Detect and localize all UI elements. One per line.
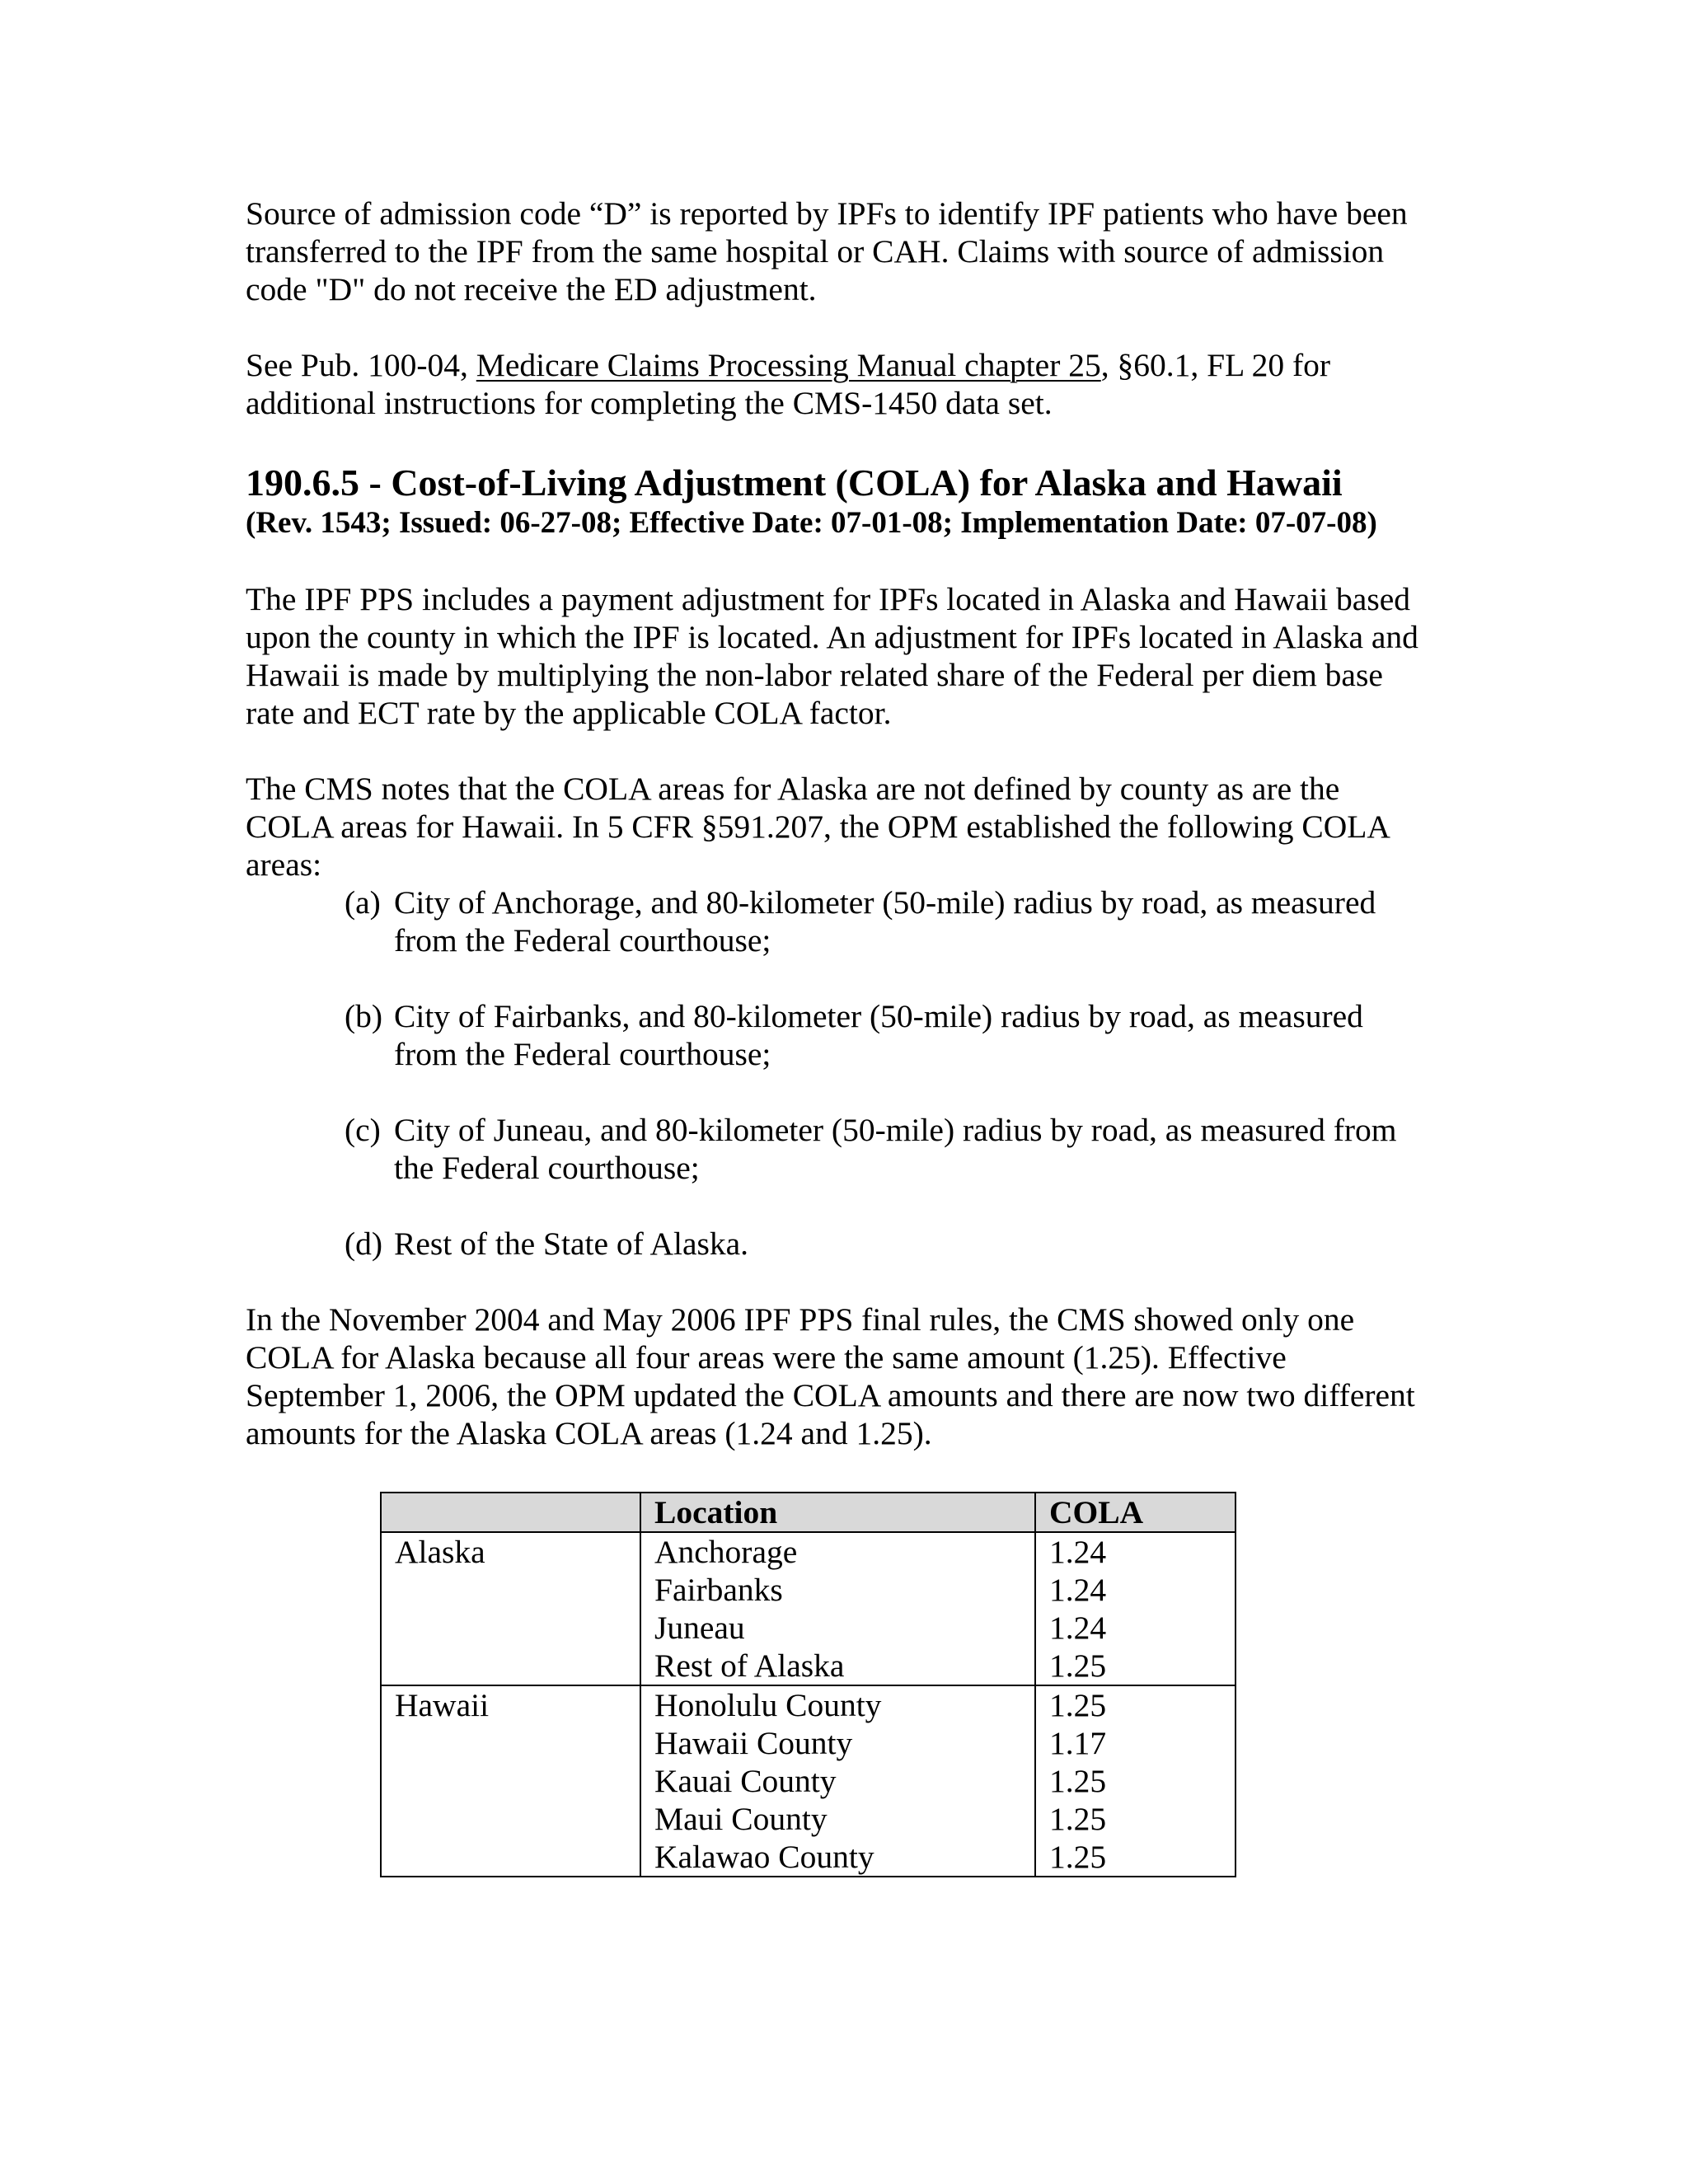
cola-value: 1.25: [1049, 1647, 1107, 1684]
list-item-text: City of Fairbanks, and 80-kilometer (50-mile) radius by road, as measured from the Federal courthouse;: [394, 998, 1363, 1072]
location-value: Kauai County: [654, 1763, 837, 1799]
list-item: [345, 997, 1432, 1073]
location-value: Honolulu County: [654, 1687, 882, 1723]
list-marker: (a): [345, 884, 381, 921]
manual-reference-link[interactable]: Medicare Claims Processing Manual chapter 25: [476, 347, 1101, 383]
list-item-text: Rest of the State of Alaska.: [394, 1226, 749, 1262]
cola-value: 1.25: [1049, 1687, 1107, 1723]
table-row-alaska: [381, 1532, 1236, 1685]
header-cola: COLA: [1035, 1493, 1236, 1532]
state-cell: Alaska: [381, 1532, 640, 1685]
state-cell: Hawaii: [381, 1685, 640, 1877]
paragraph-source-of-admission: Source of admission code “D” is reported by IPFs to identify IPF patients who have been transferred to the IPF from the same hospital or CAH. Claims with source of admission code "D" do not receive the ED adjustment.: [246, 195, 1408, 307]
cola-value: 1.24: [1049, 1610, 1107, 1646]
header-location: Location: [640, 1493, 1035, 1532]
cola-value: 1.24: [1049, 1534, 1107, 1570]
list-item: [345, 1111, 1432, 1187]
cola-table: [380, 1492, 1236, 1877]
list-marker: (d): [345, 1226, 383, 1262]
cola-cell: [1035, 1532, 1236, 1685]
cola-cell: [1035, 1685, 1236, 1877]
location-value: Hawaii County: [654, 1725, 853, 1761]
cola-value: 1.25: [1049, 1801, 1107, 1837]
paragraph-payment-adjustment: The IPF PPS includes a payment adjustment for IPFs located in Alaska and Hawaii based upon the county in which the IPF is located. An adjustment for IPFs located in Alaska and Hawaii is made by multiplying the non-labor related share of the Federal per diem base rate and ECT rate by the applicable COLA factor.: [246, 581, 1418, 731]
list-item: [345, 883, 1432, 959]
see-pub-suffix: , §60.1, FL 20 for additional instructions for completing the CMS-1450 data set.: [246, 347, 1331, 421]
see-pub-prefix: See Pub. 100-04,: [246, 347, 476, 383]
table-header-row: [381, 1493, 1236, 1532]
location-cell: [640, 1685, 1035, 1877]
paragraph-cola-areas: The CMS notes that the COLA areas for Alaska are not defined by county as are the COLA areas for Hawaii. In 5 CFR §591.207, the OPM established the following COLA areas:: [246, 771, 1389, 883]
section-revision: (Rev. 1543; Issued: 06-27-08; Effective Date: 07-01-08; Implementation Date: 07-07-08): [246, 506, 1377, 540]
paragraph-see-pub: [246, 346, 1432, 422]
location-cell: [640, 1532, 1035, 1685]
table-row-hawaii: [381, 1685, 1236, 1877]
cola-value: 1.17: [1049, 1725, 1107, 1761]
cola-value: 1.25: [1049, 1839, 1107, 1875]
location-value: Kalawao County: [654, 1839, 874, 1875]
header-state: [381, 1493, 640, 1532]
list-marker: (c): [345, 1112, 381, 1148]
list-item-text: City of Juneau, and 80-kilometer (50-mile) radius by road, as measured from the Federal courthouse;: [394, 1112, 1397, 1186]
location-value: Maui County: [654, 1801, 828, 1837]
paragraph-final-rules: In the November 2004 and May 2006 IPF PPS final rules, the CMS showed only one COLA for Alaska because all four areas were the same amount (1.25). Effective September 1, 2006, the OPM updated the COLA amounts and there are now two different amounts for the Alaska COLA areas (1.24 and 1.25).: [246, 1301, 1415, 1451]
section-title: 190.6.5 - Cost-of-Living Adjustment (COLA) for Alaska and Hawaii: [246, 462, 1343, 504]
cola-value: 1.25: [1049, 1763, 1107, 1799]
location-value: Fairbanks: [654, 1572, 783, 1608]
cola-value: 1.24: [1049, 1572, 1107, 1608]
list-item-text: City of Anchorage, and 80-kilometer (50-mile) radius by road, as measured from the Federal courthouse;: [394, 884, 1376, 958]
list-marker: (b): [345, 998, 383, 1034]
location-value: Juneau: [654, 1610, 745, 1646]
list-item: [345, 1225, 1432, 1263]
cola-area-list: [345, 883, 1432, 1263]
location-value: Rest of Alaska: [654, 1647, 845, 1684]
location-value: Anchorage: [654, 1534, 798, 1570]
document-page: [246, 194, 1432, 1877]
